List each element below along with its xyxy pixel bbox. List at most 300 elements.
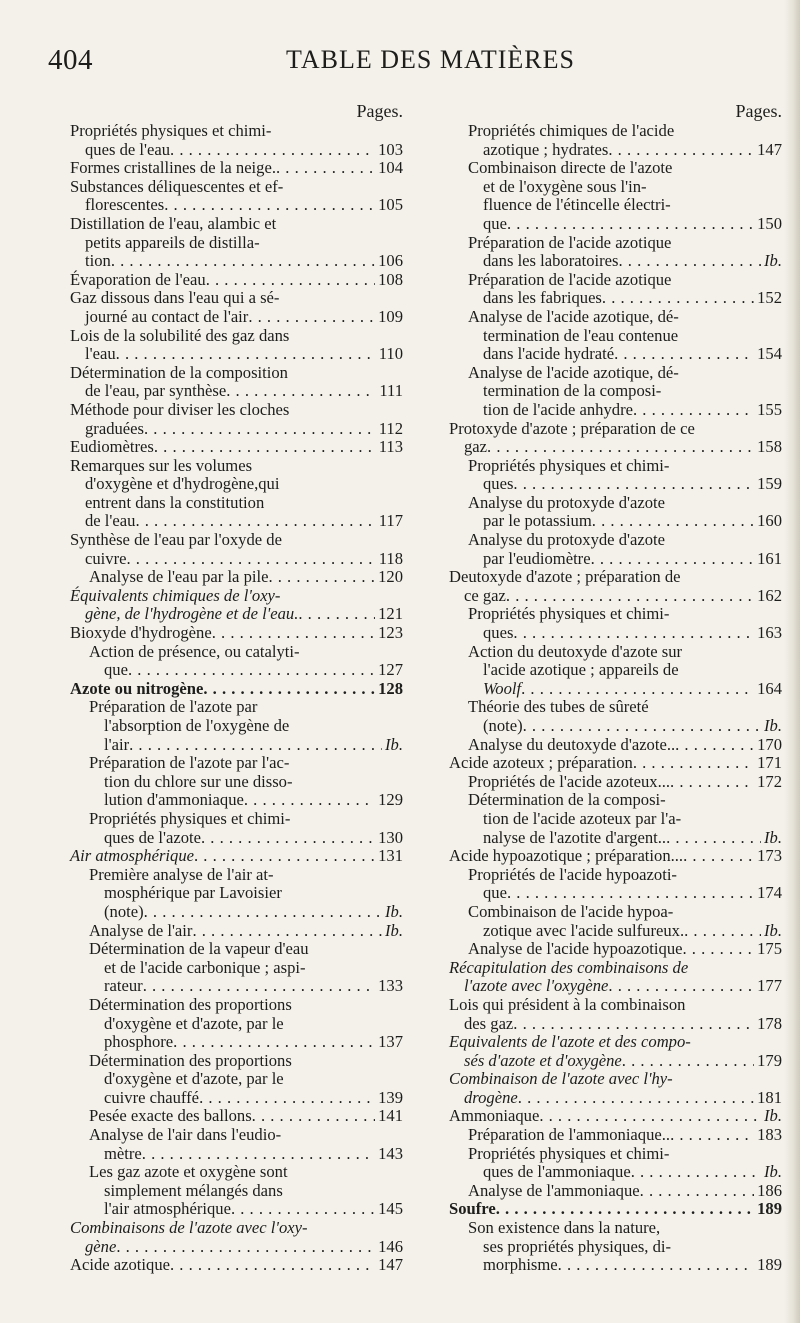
toc-entry-text: drogène <box>464 1087 518 1107</box>
page-ref: 145 <box>378 1199 403 1219</box>
pages-label: Pages. <box>735 101 782 121</box>
dot-leader <box>144 903 382 922</box>
toc-entry-text: ques de l'ammoniaque <box>483 1162 631 1182</box>
page-ref: 175 <box>757 939 782 959</box>
toc-entry-text: dans les fabriques <box>483 288 602 308</box>
page-ref: 127 <box>378 660 403 680</box>
page-ref: 108 <box>378 269 403 289</box>
toc-entry-text: Analyse de l'acide azotique, dé- <box>468 362 679 382</box>
toc-entry-text: Formes cristallines de la neige. <box>70 158 276 178</box>
page-ref: 143 <box>378 1143 403 1163</box>
toc-entry-text: Propriétés de l'acide hypoazoti- <box>468 864 677 884</box>
toc-entry-text: par l'eudiomètre <box>483 548 591 568</box>
toc-entry-text: par le potassium <box>483 511 592 531</box>
toc-entry <box>70 364 403 401</box>
toc-entry <box>70 680 403 699</box>
dot-leader <box>170 141 375 160</box>
dot-leader <box>144 420 376 439</box>
dot-leader <box>670 773 754 792</box>
page-ref: 150 <box>757 213 782 233</box>
toc-entry <box>449 643 782 699</box>
toc-entry-text: Préparation de l'ammoniaque.. <box>468 1125 671 1145</box>
dot-leader <box>194 847 375 866</box>
dot-leader <box>298 605 375 624</box>
toc-entry <box>70 847 403 866</box>
toc-entry-text: sés d'azote et d'oxygène <box>464 1050 622 1070</box>
toc-entry-text: Bioxyde d'hydrogène <box>70 623 212 643</box>
page-ref: 131 <box>378 846 403 866</box>
page-ref: 133 <box>378 976 403 996</box>
toc-entry-text: Analyse de l'eau par la pile <box>89 567 269 587</box>
dot-leader <box>513 1015 754 1034</box>
toc-entry-text: Analyse de l'air <box>89 920 193 940</box>
toc-entry-text: Action du deutoxyde d'azote sur <box>468 641 683 661</box>
toc-entry <box>449 736 782 755</box>
toc-entry-text: gène, de l'hydrogène et de l'eau. <box>85 604 299 624</box>
toc-entry-text: Détermination des proportions <box>89 1050 292 1070</box>
dot-leader <box>111 252 375 271</box>
toc-entry <box>449 122 782 159</box>
toc-entry-text: tion de l'acide anhydre <box>483 399 633 419</box>
dot-leader <box>199 1089 375 1108</box>
toc-entry-text: Lois de la solubilité des gaz dans <box>70 325 290 345</box>
page-ref: 105 <box>378 195 403 215</box>
page-ref: 173 <box>757 846 782 866</box>
page-ref: 121 <box>378 604 403 624</box>
toc-entry <box>449 420 782 457</box>
toc-entry-text: que <box>104 660 128 680</box>
dot-leader <box>173 1033 375 1052</box>
toc-entry-text: gaz <box>464 437 488 457</box>
page-header <box>48 40 748 80</box>
pages-label: Pages. <box>356 101 403 121</box>
toc-entry-text: (note) <box>104 901 144 921</box>
toc-entry <box>449 1219 782 1275</box>
toc-entry-text: Évaporation de l'eau <box>70 269 206 289</box>
page-ref: 164 <box>757 678 782 698</box>
page-ref: 109 <box>378 306 403 326</box>
toc-entry-text: Préparation de l'azote par <box>89 697 258 717</box>
toc-entry-text: Eudiomètres <box>70 437 154 457</box>
toc-entry-text: tion <box>85 251 111 271</box>
toc-entry <box>70 178 403 215</box>
toc-entry <box>449 847 782 866</box>
toc-entry-text: Air atmosphérique <box>70 846 194 866</box>
toc-entry-text: Analyse de l'acide hypoazotique <box>468 939 683 959</box>
page-number: 404 <box>48 44 93 76</box>
toc-entry-text: Propriétés physiques et chimi- <box>468 1143 670 1163</box>
toc-entry <box>449 1126 782 1145</box>
toc-entry-text: l'eau <box>85 344 116 364</box>
toc-entry-text: cuivre chauffé <box>104 1087 200 1107</box>
toc-entry-text: dans l'acide hydraté <box>483 344 615 364</box>
dot-leader <box>126 550 375 569</box>
dot-leader <box>558 1256 754 1275</box>
toc-entry <box>449 531 782 568</box>
toc-entry-text: simplement mélangés dans <box>104 1180 283 1200</box>
toc-entry <box>449 1200 782 1219</box>
toc-entry-text: Analyse de l'acide azotique, dé- <box>468 306 679 326</box>
dot-leader <box>231 1200 375 1219</box>
toc-entry <box>70 531 403 568</box>
toc-entry-text: l'air <box>104 734 130 754</box>
toc-entry <box>449 457 782 494</box>
toc-entry-text: Préparation de l'azote par l'ac- <box>89 753 290 773</box>
dot-leader <box>682 940 754 959</box>
toc-entry-text: mosphérique par Lavoisier <box>104 883 282 903</box>
toc-entry-text: zotique avec l'acide sulfureux. <box>483 920 685 940</box>
dot-leader <box>592 512 754 531</box>
toc-entry-text: Deutoxyde d'azote ; préparation de <box>449 567 681 587</box>
dot-leader <box>602 289 754 308</box>
toc-entry <box>70 940 403 996</box>
toc-entry <box>70 1107 403 1126</box>
dot-leader <box>116 345 376 364</box>
toc-entry-text: cuivre <box>85 548 127 568</box>
page-ref: 110 <box>378 344 403 364</box>
dot-leader <box>631 1163 761 1182</box>
dot-leader <box>487 438 754 457</box>
toc-entry-text: de l'eau, par synthèse <box>85 381 227 401</box>
toc-entry <box>70 624 403 643</box>
toc-entry-text: ques de l'eau <box>85 139 171 159</box>
toc-entry <box>70 996 403 1052</box>
toc-entry-text: Remarques sur les volumes <box>70 455 253 475</box>
toc-entry-text: Distillation de l'eau, alambic et <box>70 213 277 233</box>
page-ref: 146 <box>378 1236 403 1256</box>
toc-entry-text: l'acide azotique ; appareils de <box>483 660 679 680</box>
page-ref: 104 <box>378 158 403 178</box>
toc-entry <box>449 1145 782 1182</box>
page-ref: Ib. <box>764 827 782 847</box>
toc-entry-text: Analyse du protoxyde d'azote <box>468 492 665 512</box>
page-ref: Ib. <box>385 734 403 754</box>
page-ref: 147 <box>378 1255 403 1275</box>
toc-entry <box>70 457 403 531</box>
dot-leader <box>268 568 375 587</box>
toc-entry-text: (note) <box>483 716 523 735</box>
toc-entry-text: que <box>483 213 507 233</box>
toc-entry-text: d'oxygène et d'azote, par le <box>104 1069 284 1089</box>
toc-entry <box>70 1126 403 1163</box>
page-ref: 106 <box>378 251 403 271</box>
page-ref: Ib. <box>385 920 403 940</box>
toc-entry-text: entrent dans la constitution <box>85 492 265 512</box>
dot-leader <box>507 884 754 903</box>
page-ref: 159 <box>757 474 782 494</box>
toc-entry <box>449 308 782 364</box>
page-ref: 103 <box>378 139 403 159</box>
toc-entry-text: des gaz <box>464 1013 514 1033</box>
toc-entry-text: Préparation de l'acide azotique <box>468 232 672 252</box>
page-ref: 179 <box>757 1050 782 1070</box>
page-ref: Ib. <box>764 1106 782 1126</box>
toc-entry <box>449 494 782 531</box>
toc-entry-text: Propriétés physiques et chimi- <box>70 121 272 140</box>
toc-entry-text: dans les laboratoires <box>483 251 619 271</box>
toc-entry <box>70 754 403 810</box>
dot-leader <box>142 1145 375 1164</box>
dot-leader <box>675 736 754 755</box>
toc-entry-text: Combinaisons de l'azote avec l'oxy- <box>70 1218 308 1238</box>
dot-leader <box>248 308 375 327</box>
toc-entry <box>70 271 403 290</box>
toc-entry-text: Analyse du protoxyde d'azote <box>468 530 665 550</box>
running-title: TABLE DES MATIÈRES <box>286 45 575 74</box>
toc-entry <box>449 1107 782 1126</box>
dot-leader <box>135 512 375 531</box>
toc-entry-text: tion de l'acide azoteux par l'a- <box>483 808 682 828</box>
toc-entry <box>70 1052 403 1108</box>
toc-entry <box>449 271 782 308</box>
toc-entry <box>449 1033 782 1070</box>
page-ref: 123 <box>378 623 403 643</box>
toc-entry-text: lution d'ammoniaque <box>104 790 244 810</box>
dot-leader <box>206 271 375 290</box>
page-ref: 141 <box>378 1106 403 1126</box>
toc-entry-text: nalyse de l'azotite d'argent.. <box>483 827 667 847</box>
toc-entry <box>70 401 403 438</box>
page-ref: 128 <box>378 678 403 698</box>
toc-entry <box>70 698 403 754</box>
toc-entry <box>70 438 403 457</box>
page-edge-shadow <box>784 0 800 1323</box>
toc-entry-text: et de l'oxygène sous l'in- <box>483 176 647 196</box>
dot-leader <box>518 1089 754 1108</box>
dot-leader <box>684 922 761 941</box>
dot-leader <box>244 791 375 810</box>
page-ref: 158 <box>757 437 782 457</box>
toc-entry-text: Action de présence, ou catalyti- <box>89 641 300 661</box>
page-ref: 170 <box>757 734 782 754</box>
toc-entry-text: l'absorption de l'oxygène de <box>104 716 290 735</box>
toc-entry <box>449 605 782 642</box>
toc-entry-text: Propriétés de l'acide azoteux... <box>468 771 671 791</box>
dot-leader <box>614 345 754 364</box>
toc-entry <box>70 1219 403 1256</box>
toc-entry-text: Acide azotique <box>70 1255 170 1275</box>
page-ref: Ib. <box>764 1162 782 1182</box>
dot-leader <box>128 661 375 680</box>
page-ref: 162 <box>757 585 782 605</box>
page-ref: 130 <box>378 827 403 847</box>
dot-leader <box>164 196 375 215</box>
toc-entry <box>449 773 782 792</box>
toc-entry <box>70 810 403 847</box>
dot-leader <box>212 624 375 643</box>
toc-entry-text: et de l'acide carbonique ; aspi- <box>104 957 306 977</box>
toc-entry-text: ques <box>483 474 514 494</box>
toc-entry-text: Les gaz azote et oxygène sont <box>89 1162 288 1182</box>
toc-entry <box>70 1256 403 1275</box>
toc-entry <box>70 587 403 624</box>
toc-column-left <box>70 101 403 1275</box>
dot-leader <box>591 550 755 569</box>
page-ref: 147 <box>757 139 782 159</box>
dot-leader <box>523 717 761 736</box>
toc-entry-text: fluence de l'étincelle électri- <box>483 195 671 215</box>
toc-entry-text: Woolf <box>483 678 522 698</box>
toc-entry-text: Acide azoteux ; préparation <box>449 753 633 773</box>
toc-entry-text: Protoxyde d'azote ; préparation de ce <box>449 418 695 438</box>
dot-leader <box>622 1052 754 1071</box>
page-ref: Ib. <box>385 901 403 921</box>
page-ref: 152 <box>757 288 782 308</box>
dot-leader <box>143 977 375 996</box>
dot-leader <box>507 215 754 234</box>
toc-entry-text: Substances déliquescentes et ef- <box>70 176 284 196</box>
toc-entry <box>449 754 782 773</box>
toc-entry <box>449 940 782 959</box>
page-ref: 163 <box>757 623 782 643</box>
toc-entry-text: rateur <box>104 976 143 996</box>
toc-entry-text: Équivalents chimiques de l'oxy- <box>70 585 281 605</box>
toc-entry-text: azotique ; hydrates <box>483 139 609 159</box>
toc-entry-text: Théorie des tubes de sûreté <box>468 697 649 717</box>
toc-entry <box>70 643 403 680</box>
toc-entry <box>70 866 403 922</box>
page-ref: 111 <box>379 381 403 401</box>
toc-entry-text: phosphore <box>104 1032 174 1052</box>
dot-leader <box>513 624 754 643</box>
dot-leader <box>506 587 754 606</box>
toc-entry <box>70 1163 403 1219</box>
dot-leader <box>618 252 761 271</box>
toc-entry-text: Combinaison de l'azote avec l'hy- <box>449 1069 673 1089</box>
toc-entry-text: Analyse du deutoxyde d'azote.. <box>468 734 676 754</box>
page-ref: 118 <box>378 548 403 568</box>
page-ref: Ib. <box>764 920 782 940</box>
dot-leader <box>640 1182 754 1201</box>
page-ref: 113 <box>378 437 403 457</box>
toc-entry-text: Propriétés physiques et chimi- <box>468 604 670 624</box>
toc-entry-text: ques de l'azote <box>104 827 201 847</box>
toc-entry <box>449 1070 782 1107</box>
toc-entry-text: Gaz dissous dans l'eau qui a sé- <box>70 288 280 308</box>
toc-entry-text: Détermination de la composi- <box>468 790 666 810</box>
dot-leader <box>192 922 382 941</box>
dot-leader <box>513 475 754 494</box>
dot-leader <box>539 1107 761 1126</box>
toc-entry <box>449 159 782 233</box>
toc-entry-text: Propriétés physiques et chimi- <box>468 455 670 475</box>
toc-entry-text: Méthode pour diviser les cloches <box>70 399 290 419</box>
dot-leader <box>154 438 376 457</box>
toc-entry <box>449 364 782 420</box>
page-ref: 117 <box>378 511 403 531</box>
toc-entry-text: Propriétés chimiques de l'acide <box>468 121 675 140</box>
toc-column-right <box>449 101 782 1275</box>
toc-entry <box>70 215 403 271</box>
page-ref: 112 <box>378 418 403 438</box>
dot-leader <box>608 141 754 160</box>
toc-entry-text: Pesée exacte des ballons <box>89 1106 252 1126</box>
dot-leader <box>521 680 754 699</box>
dot-leader <box>666 829 761 848</box>
page-ref: 172 <box>757 771 782 791</box>
toc-entry-text: mètre <box>104 1143 142 1163</box>
page-ref: 154 <box>757 344 782 364</box>
toc-entry-text: Préparation de l'acide azotique <box>468 269 672 289</box>
toc-entry-text: graduées <box>85 418 144 438</box>
toc-entry-text: d'oxygène et d'hydrogène,qui <box>85 474 280 494</box>
toc-entry-text: Ammoniaque <box>449 1106 540 1126</box>
toc-entry <box>449 959 782 996</box>
page-ref: 160 <box>757 511 782 531</box>
toc-entry <box>449 1182 782 1201</box>
dot-leader <box>226 382 376 401</box>
toc-entry-text: gène <box>85 1236 117 1256</box>
toc-entry-text: tion du chlore sur une disso- <box>104 771 293 791</box>
toc-entry-text: Analyse de l'ammoniaque <box>468 1180 640 1200</box>
toc-entry-text: Synthèse de l'eau par l'oxyde de <box>70 530 282 550</box>
toc-entry-text: Lois qui président à la combinaison <box>449 994 686 1014</box>
toc-entry-text: Equivalents de l'azote et des compo- <box>449 1032 691 1052</box>
dot-leader <box>276 159 375 178</box>
page-ref: 189 <box>757 1199 782 1219</box>
dot-leader <box>633 401 754 420</box>
toc-entry-text: Son existence dans la nature, <box>468 1218 661 1238</box>
page-ref: 129 <box>378 790 403 810</box>
toc-entry-text: Analyse de l'air dans l'eudio- <box>89 1125 282 1145</box>
toc-entry-text: Soufre <box>449 1199 496 1219</box>
toc-entry-text: ques <box>483 623 514 643</box>
page-ref: Ib. <box>764 716 782 735</box>
page-ref: 174 <box>757 883 782 903</box>
toc-entry-text: morphisme <box>483 1255 558 1275</box>
page-ref: 189 <box>757 1255 782 1275</box>
toc-entry <box>449 791 782 847</box>
toc-entry-text: termination de l'eau contenue <box>483 325 679 345</box>
dot-leader <box>633 754 754 773</box>
toc-entry <box>449 234 782 271</box>
page-ref: 183 <box>757 1125 782 1145</box>
toc-entry-text: Détermination de la vapeur d'eau <box>89 939 309 959</box>
toc-entry <box>70 122 403 159</box>
page-ref: 186 <box>757 1180 782 1200</box>
toc-entry-text: ses propriétés physiques, di- <box>483 1236 672 1256</box>
toc-entry-text: Propriétés physiques et chimi- <box>89 808 291 828</box>
toc-entry-text: Combinaison de l'acide hypoa- <box>468 901 674 921</box>
toc-entry-text: Première analyse de l'air at- <box>89 864 274 884</box>
dot-leader <box>170 1256 375 1275</box>
toc-entry-text: petits appareils de distilla- <box>85 232 260 252</box>
page-ref: 178 <box>757 1013 782 1033</box>
toc-entry-text: Combinaison directe de l'azote <box>468 158 673 178</box>
toc-entry <box>449 698 782 735</box>
page-ref: 171 <box>757 753 782 773</box>
dot-leader <box>203 680 375 699</box>
dot-leader <box>129 736 382 755</box>
toc-entry-text: de l'eau <box>85 511 136 531</box>
toc-entry-text: d'oxygène et d'azote, par le <box>104 1013 284 1033</box>
dot-leader <box>201 829 375 848</box>
toc-entry-text: l'azote avec l'oxygène <box>464 976 609 996</box>
dot-leader <box>683 847 754 866</box>
toc-entry-text: Détermination de la composition <box>70 362 288 382</box>
toc-entry <box>449 996 782 1033</box>
dot-leader <box>608 977 754 996</box>
toc-entry-text: Acide hypoazotique ; préparation... <box>449 846 684 866</box>
dot-leader <box>496 1200 754 1219</box>
toc-entry <box>70 289 403 326</box>
dot-leader <box>252 1107 375 1126</box>
toc-entry <box>70 159 403 178</box>
toc-entry <box>70 568 403 587</box>
dot-leader <box>116 1238 375 1257</box>
toc-entry-text: que <box>483 883 507 903</box>
page-ref: 181 <box>757 1087 782 1107</box>
